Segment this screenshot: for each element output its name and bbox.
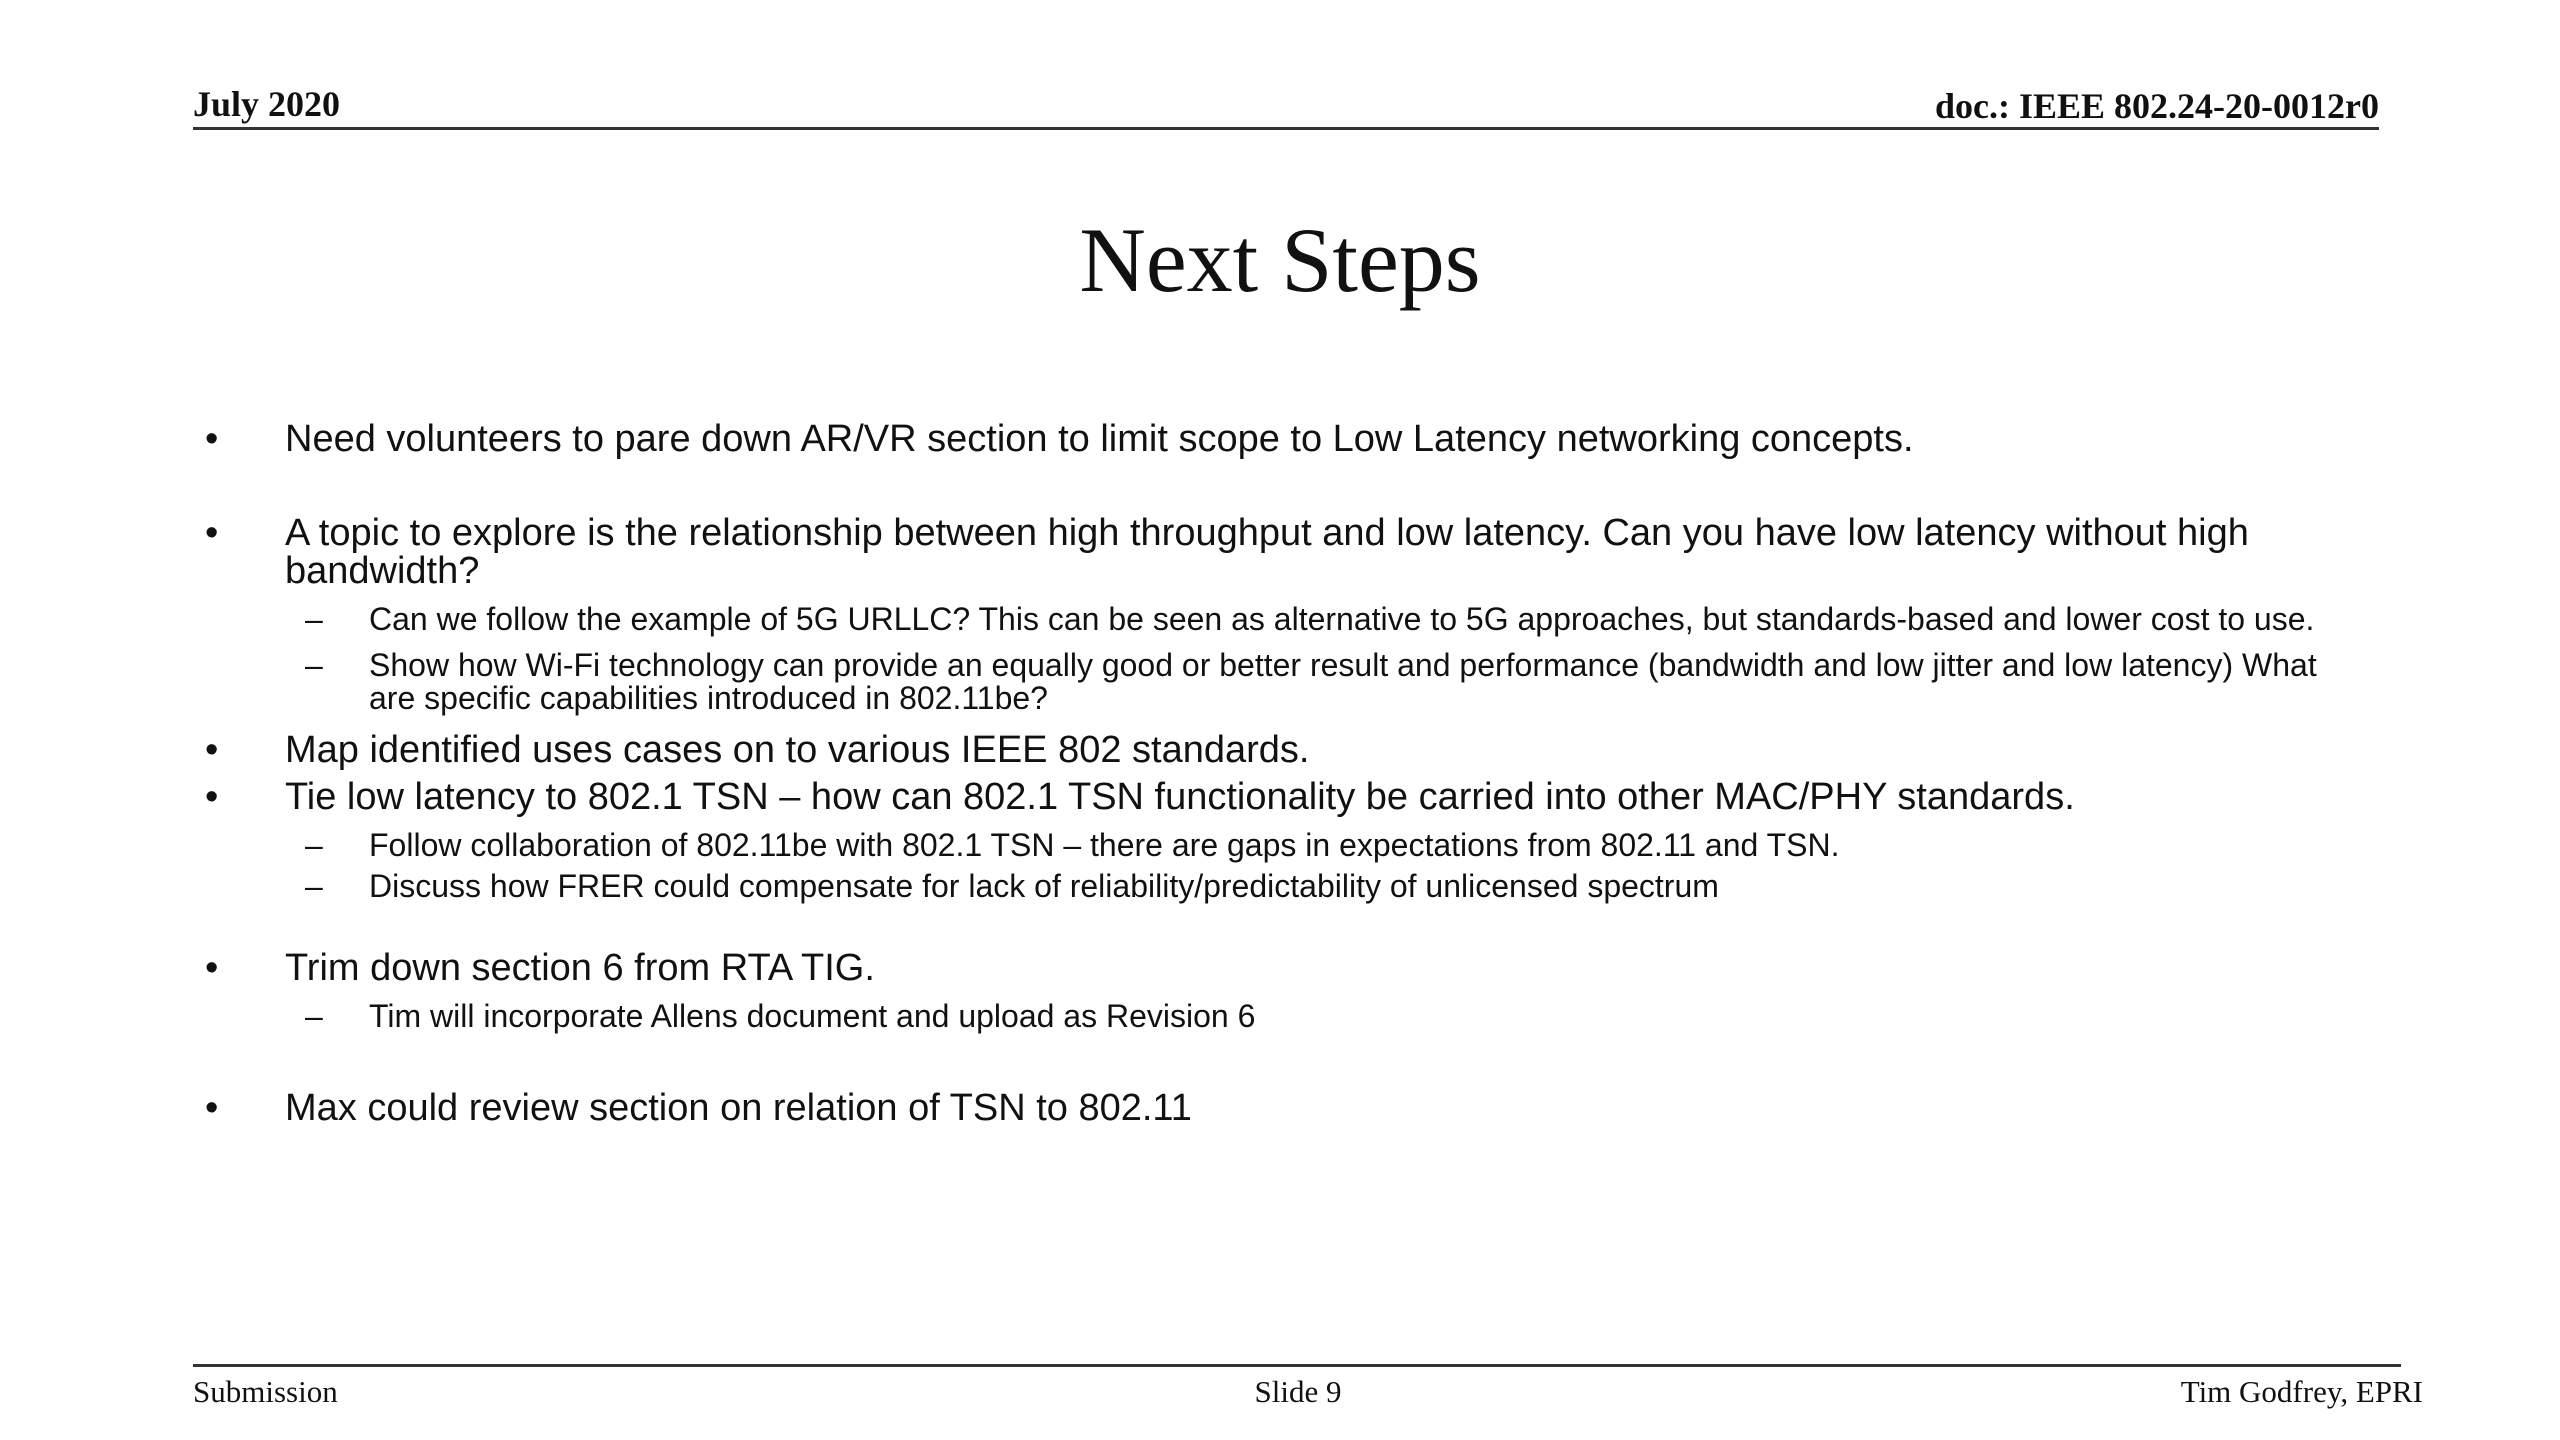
bullet-text: Need volunteers to pare down AR/VR section to limit scope to Low Latency networking concepts. <box>285 418 1914 460</box>
footer-submission: Submission <box>193 1374 338 1409</box>
bullet-marker: • <box>205 512 219 554</box>
sub-bullet-item <box>305 870 2345 903</box>
sub-bullet-item <box>305 603 2345 636</box>
slide-title: Next Steps <box>1079 209 1481 311</box>
dash-marker: – <box>305 647 323 683</box>
bullet-marker: • <box>205 947 219 989</box>
bullet-item <box>205 420 2345 458</box>
bullet-text: Trim down section 6 from RTA TIG. <box>285 947 875 989</box>
sub-bullet-text: Tim will incorporate Allens document and upload as Revision 6 <box>369 998 1256 1034</box>
bullet-item <box>205 731 2345 769</box>
bullet-item <box>205 1089 2345 1127</box>
bullet-text: Map identified uses cases on to various IEEE 802 standards. <box>285 729 1310 771</box>
sub-bullet-text: Can we follow the example of 5G URLLC? This can be seen as alternative to 5G approaches, but standards-based and lower cost to use. <box>369 601 2315 637</box>
sub-bullet-text: Discuss how FRER could compensate for lack of reliability/predictability of unlicensed spectrum <box>369 868 1719 904</box>
bullet-marker: • <box>205 776 219 818</box>
bullet-text: A topic to explore is the relationship between high throughput and low latency. Can you have low latency without high bandwidth? <box>285 512 2249 592</box>
bullet-marker: • <box>205 1087 219 1129</box>
header-date: July 2020 <box>193 84 341 124</box>
footer-author: Tim Godfrey, EPRI <box>2180 1374 2423 1409</box>
footer-slide-number: Slide 9 <box>1254 1374 1342 1409</box>
sub-bullet-item <box>305 649 2345 715</box>
sub-bullet-item <box>305 1000 2345 1033</box>
footer-divider <box>193 1364 2401 1367</box>
bullet-item <box>205 949 2345 987</box>
sub-bullet-text: Show how Wi-Fi technology can provide an equally good or better result and performance (bandwidth and low jitter and low latency) What are specific capabilities introduced in 802.11be? <box>369 647 2317 716</box>
bullet-item <box>205 514 2345 590</box>
bullet-marker: • <box>205 418 219 460</box>
header-doc-number: doc.: IEEE 802.24-20-0012r0 <box>1935 86 2379 126</box>
bullet-text: Tie low latency to 802.1 TSN – how can 802.1 TSN functionality be carried into other MAC/PHY standards. <box>285 776 2075 818</box>
dash-marker: – <box>305 868 323 904</box>
dash-marker: – <box>305 827 323 863</box>
bullet-marker: • <box>205 729 219 771</box>
sub-bullet-item <box>305 829 2345 862</box>
bullet-text: Max could review section on relation of TSN to 802.11 <box>285 1087 1192 1129</box>
dash-marker: – <box>305 601 323 637</box>
sub-bullet-text: Follow collaboration of 802.11be with 802.1 TSN – there are gaps in expectations from 802.11 and TSN. <box>369 827 1840 863</box>
header-divider <box>193 127 2379 130</box>
slide-body <box>205 420 2345 1127</box>
bullet-item <box>205 778 2345 816</box>
dash-marker: – <box>305 998 323 1034</box>
